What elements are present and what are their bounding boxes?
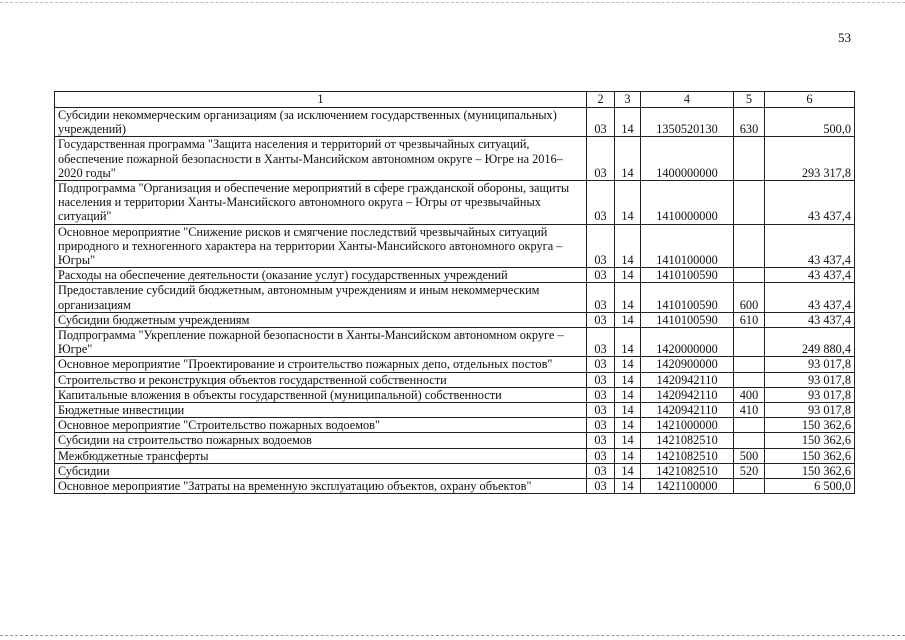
table-row <box>55 268 855 283</box>
row-amount: 249 880,4 <box>765 328 855 357</box>
row-target-article: 1420942110 <box>641 372 734 387</box>
row-amount: 43 437,4 <box>765 224 855 268</box>
header-name: 1 <box>55 92 587 108</box>
page-bottom-edge <box>0 635 905 636</box>
row-name: Государственная программа "Защита населения и территорий от чрезвычайных ситуаций, обеспечение пожарной безопасности в Ханты-Мансийском автономном округе – Югре на 2016–2020 годы" <box>55 137 587 181</box>
row-amount: 150 362,6 <box>765 433 855 448</box>
row-target-article: 1421100000 <box>641 479 734 494</box>
row-subsection: 14 <box>615 433 641 448</box>
row-subsection: 14 <box>615 403 641 418</box>
row-name: Основное мероприятие "Проектирование и строительство пожарных депо, отдельных постов" <box>55 357 587 372</box>
row-name: Субсидии некоммерческим организациям (за исключением государственных (муниципальных) учреждений) <box>55 108 587 137</box>
row-expense-type: 630 <box>734 108 765 137</box>
row-amount: 93 017,8 <box>765 403 855 418</box>
row-target-article: 1420000000 <box>641 328 734 357</box>
row-subsection: 14 <box>615 448 641 463</box>
table-row <box>55 108 855 137</box>
row-subsection: 14 <box>615 268 641 283</box>
row-amount: 43 437,4 <box>765 283 855 312</box>
row-expense-type: 610 <box>734 312 765 327</box>
header-subsection: 3 <box>615 92 641 108</box>
row-amount: 500,0 <box>765 108 855 137</box>
row-expense-type <box>734 357 765 372</box>
row-expense-type: 500 <box>734 448 765 463</box>
row-subsection: 14 <box>615 372 641 387</box>
row-amount: 150 362,6 <box>765 448 855 463</box>
table-row <box>55 372 855 387</box>
row-target-article: 1420942110 <box>641 403 734 418</box>
row-target-article: 1410100000 <box>641 224 734 268</box>
row-target-article: 1410100590 <box>641 283 734 312</box>
table-row <box>55 418 855 433</box>
table-row <box>55 181 855 225</box>
row-section: 03 <box>587 372 615 387</box>
header-target-article: 4 <box>641 92 734 108</box>
row-name: Предоставление субсидий бюджетным, автономным учреждениям и иным некоммерческим организациям <box>55 283 587 312</box>
row-section: 03 <box>587 463 615 478</box>
row-amount: 93 017,8 <box>765 372 855 387</box>
table-row <box>55 283 855 312</box>
table-row <box>55 357 855 372</box>
row-expense-type: 410 <box>734 403 765 418</box>
row-amount: 43 437,4 <box>765 312 855 327</box>
row-expense-type <box>734 479 765 494</box>
row-subsection: 14 <box>615 224 641 268</box>
page-top-edge <box>0 2 905 3</box>
row-target-article: 1410100590 <box>641 312 734 327</box>
row-expense-type: 400 <box>734 387 765 402</box>
row-target-article: 1420942110 <box>641 387 734 402</box>
row-section: 03 <box>587 137 615 181</box>
table-body <box>55 108 855 494</box>
row-expense-type <box>734 433 765 448</box>
row-name: Субсидии на строительство пожарных водоемов <box>55 433 587 448</box>
row-target-article: 1400000000 <box>641 137 734 181</box>
row-name: Субсидии <box>55 463 587 478</box>
row-name: Основное мероприятие "Снижение рисков и смягчение последствий чрезвычайных ситуаций природного и техногенного характера на территории Ханты-Мансийского автономного округа – Югры" <box>55 224 587 268</box>
row-expense-type: 600 <box>734 283 765 312</box>
row-subsection: 14 <box>615 357 641 372</box>
table-row <box>55 448 855 463</box>
row-section: 03 <box>587 224 615 268</box>
table-row <box>55 403 855 418</box>
page-number: 53 <box>838 30 851 45</box>
row-section: 03 <box>587 433 615 448</box>
row-target-article: 1421082510 <box>641 463 734 478</box>
row-name: Строительство и реконструкция объектов государственной собственности <box>55 372 587 387</box>
header-section: 2 <box>587 92 615 108</box>
budget-table <box>54 91 855 494</box>
row-subsection: 14 <box>615 283 641 312</box>
table-row <box>55 137 855 181</box>
header-expense-type: 5 <box>734 92 765 108</box>
row-target-article: 1421000000 <box>641 418 734 433</box>
row-subsection: 14 <box>615 479 641 494</box>
row-section: 03 <box>587 283 615 312</box>
table-row <box>55 463 855 478</box>
row-section: 03 <box>587 403 615 418</box>
row-section: 03 <box>587 181 615 225</box>
row-expense-type <box>734 328 765 357</box>
row-name: Основное мероприятие "Затраты на временную эксплуатацию объектов, охрану объектов" <box>55 479 587 494</box>
row-section: 03 <box>587 268 615 283</box>
row-name: Межбюджетные трансферты <box>55 448 587 463</box>
table-row <box>55 479 855 494</box>
row-subsection: 14 <box>615 387 641 402</box>
row-target-article: 1421082510 <box>641 433 734 448</box>
row-subsection: 14 <box>615 328 641 357</box>
row-target-article: 1420900000 <box>641 357 734 372</box>
row-name: Бюджетные инвестиции <box>55 403 587 418</box>
row-amount: 6 500,0 <box>765 479 855 494</box>
row-expense-type <box>734 372 765 387</box>
row-amount: 93 017,8 <box>765 387 855 402</box>
row-amount: 150 362,6 <box>765 463 855 478</box>
table-row <box>55 433 855 448</box>
table-row <box>55 328 855 357</box>
row-amount: 43 437,4 <box>765 181 855 225</box>
row-expense-type <box>734 181 765 225</box>
row-section: 03 <box>587 357 615 372</box>
table-header-row <box>55 92 855 108</box>
row-subsection: 14 <box>615 312 641 327</box>
row-section: 03 <box>587 328 615 357</box>
row-subsection: 14 <box>615 463 641 478</box>
row-subsection: 14 <box>615 108 641 137</box>
row-section: 03 <box>587 387 615 402</box>
row-name: Субсидии бюджетным учреждениям <box>55 312 587 327</box>
row-target-article: 1421082510 <box>641 448 734 463</box>
table-row <box>55 224 855 268</box>
row-name: Капитальные вложения в объекты государственной (муниципальной) собственности <box>55 387 587 402</box>
row-target-article: 1350520130 <box>641 108 734 137</box>
row-section: 03 <box>587 108 615 137</box>
row-subsection: 14 <box>615 181 641 225</box>
row-expense-type <box>734 224 765 268</box>
row-amount: 43 437,4 <box>765 268 855 283</box>
table-row <box>55 312 855 327</box>
row-subsection: 14 <box>615 418 641 433</box>
row-amount: 293 317,8 <box>765 137 855 181</box>
row-expense-type <box>734 137 765 181</box>
row-section: 03 <box>587 479 615 494</box>
row-name: Расходы на обеспечение деятельности (оказание услуг) государственных учреждений <box>55 268 587 283</box>
row-target-article: 1410100590 <box>641 268 734 283</box>
row-amount: 150 362,6 <box>765 418 855 433</box>
row-section: 03 <box>587 448 615 463</box>
header-amount: 6 <box>765 92 855 108</box>
row-expense-type <box>734 418 765 433</box>
row-target-article: 1410000000 <box>641 181 734 225</box>
row-expense-type <box>734 268 765 283</box>
row-name: Основное мероприятие "Строительство пожарных водоемов" <box>55 418 587 433</box>
row-section: 03 <box>587 312 615 327</box>
row-name: Подпрограмма "Организация и обеспечение мероприятий в сфере гражданской обороны, защиты населения и территории Ханты-Мансийского автономного округа – Югры от чрезвычайных ситуаций" <box>55 181 587 225</box>
row-amount: 93 017,8 <box>765 357 855 372</box>
table-row <box>55 387 855 402</box>
row-expense-type: 520 <box>734 463 765 478</box>
row-section: 03 <box>587 418 615 433</box>
row-subsection: 14 <box>615 137 641 181</box>
row-name: Подпрограмма "Укрепление пожарной безопасности в Ханты-Мансийском автономном округе – Югре" <box>55 328 587 357</box>
